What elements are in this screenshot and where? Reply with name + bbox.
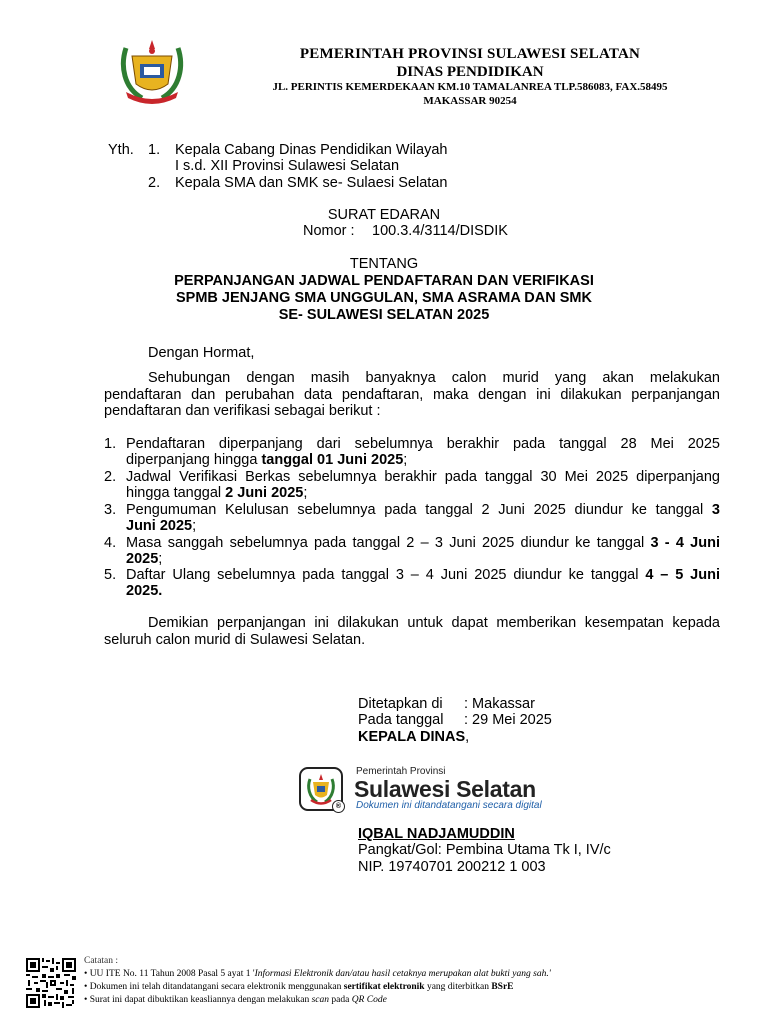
recipient-1-line-1: Kepala Cabang Dinas Pendidikan Wilayah (175, 142, 448, 158)
list-item-line-1: Masa sanggah sebelumnya pada tanggal 2 – 3 Juni 2025 diundur ke tanggal 3 - 4 Juni (126, 535, 720, 551)
header-address: JL. PERINTIS KEMERDEKAAN KM.10 TAMALANREA TLP.586083, FAX.58495 (272, 81, 668, 93)
stamp-provinsi: Pemerintah Provinsi (356, 766, 446, 777)
stamp-digital-note: Dokumen ini ditandatangani secara digital (356, 800, 542, 811)
greeting: Dengan Hormat, (148, 345, 255, 361)
recipient-yth: Yth. (108, 142, 134, 158)
list-item-line-1: Pendaftaran diperpanjang dari sebelumnya berakhir pada tanggal 28 Mei 2025 (126, 436, 720, 452)
recipient-2: Kepala SMA dan SMK se- Sulaesi Selatan (175, 175, 448, 191)
list-item-number: 3. (104, 502, 117, 518)
footer-note-1: • UU ITE No. 11 Tahun 2008 Pasal 5 ayat 1 'Informasi Elektronik dan/atau hasil cetaknya merupakan alat bukti yang sah.' (84, 969, 551, 979)
intro-line-2: pendaftaran dan perubahan data pendaftaran, maka dengan ini dilakukan perpanjangan (104, 387, 720, 403)
list-item-line-2: diperpanjang hingga tanggal 01 Juni 2025; (126, 452, 408, 468)
qr-code-icon (26, 958, 76, 1008)
signatory-nip: NIP. 19740701 200212 1 003 (358, 859, 546, 875)
signed-date-value: : 29 Mei 2025 (464, 712, 552, 728)
list-item-number: 2. (104, 469, 117, 485)
signatory-position: KEPALA DINAS, (358, 729, 470, 745)
list-item-line-2: Juni 2025; (126, 518, 197, 534)
recipient-1-line-2: I s.d. XII Provinsi Sulawesi Selatan (175, 158, 400, 174)
footer-note-3: • Surat ini dapat dibuktikan keasliannya dengan melakukan scan pada QR Code (84, 995, 387, 1005)
letter-subject-line-2: SPMB JENJANG SMA UNGGULAN, SMA ASRAMA DAN SMK (176, 290, 592, 306)
list-item-number: 1. (104, 436, 117, 452)
header-city: MAKASSAR 90254 (423, 95, 517, 107)
letter-number-label: Nomor : (303, 223, 355, 239)
footer-note-2: • Dokumen ini telah ditandatangani secara elektronik menggunakan sertifikat elektronik yang diterbitkan BSrE (84, 982, 514, 992)
intro-line-1: Sehubungan dengan masih banyaknya calon murid yang akan melakukan (148, 370, 720, 386)
list-item-number: 5. (104, 567, 117, 583)
list-item-line-1: Pengumuman Kelulusan sebelumnya pada tanggal 2 Juni 2025 diundur ke tanggal 3 (126, 502, 720, 518)
header-agency: DINAS PENDIDIKAN (396, 64, 544, 80)
list-item-line-2: 2025. (126, 583, 163, 599)
letter-tentang: TENTANG (349, 256, 419, 272)
list-item-line-1: Jadwal Verifikasi Berkas sebelumnya berakhir pada tanggal 30 Mei 2025 diperpanjang (126, 469, 720, 485)
letter-subject-line-1: PERPANJANGAN JADWAL PENDAFTARAN DAN VERIFIKASI (174, 273, 594, 289)
signed-date-label: Pada tanggal (358, 712, 444, 728)
letter-number-value: 100.3.4/3114/DISDIK (372, 223, 508, 239)
signed-place-label: Ditetapkan di (358, 696, 443, 712)
list-item-number: 4. (104, 535, 117, 551)
list-item-line-1: Daftar Ulang sebelumnya pada tanggal 3 – 4 Juni 2025 diundur ke tanggal 4 – 5 Juni (126, 567, 720, 583)
letter-type: SURAT EDARAN (327, 207, 441, 223)
intro-line-3: pendaftaran dan verifikasi sebagai berikut : (104, 403, 381, 419)
closing-line-2: seluruh calon murid di Sulawesi Selatan. (104, 632, 366, 648)
list-item-line-2: hingga tanggal 2 Juni 2025; (126, 485, 308, 501)
provincial-emblem-logo (118, 36, 186, 104)
recipient-number-1: 1. (148, 142, 161, 158)
letter-subject-line-3: SE- SULAWESI SELATAN 2025 (278, 307, 490, 323)
header-government: PEMERINTAH PROVINSI SULAWESI SELATAN (299, 46, 641, 62)
signatory-rank: Pangkat/Gol: Pembina Utama Tk I, IV/c (358, 842, 611, 858)
recipient-number-2: 2. (148, 175, 161, 191)
list-item-line-2: 2025; (126, 551, 163, 567)
registered-badge: ® (332, 800, 345, 813)
stamp-sulawesi-selatan: Sulawesi Selatan (354, 776, 536, 802)
signatory-name: IQBAL NADJAMUDDIN (358, 826, 515, 842)
footer-notes-heading: Catatan : (84, 956, 119, 966)
signed-place-value: : Makassar (464, 696, 535, 712)
closing-line-1: Demikian perpanjangan ini dilakukan untuk dapat memberikan kesempatan kepada (148, 615, 720, 631)
